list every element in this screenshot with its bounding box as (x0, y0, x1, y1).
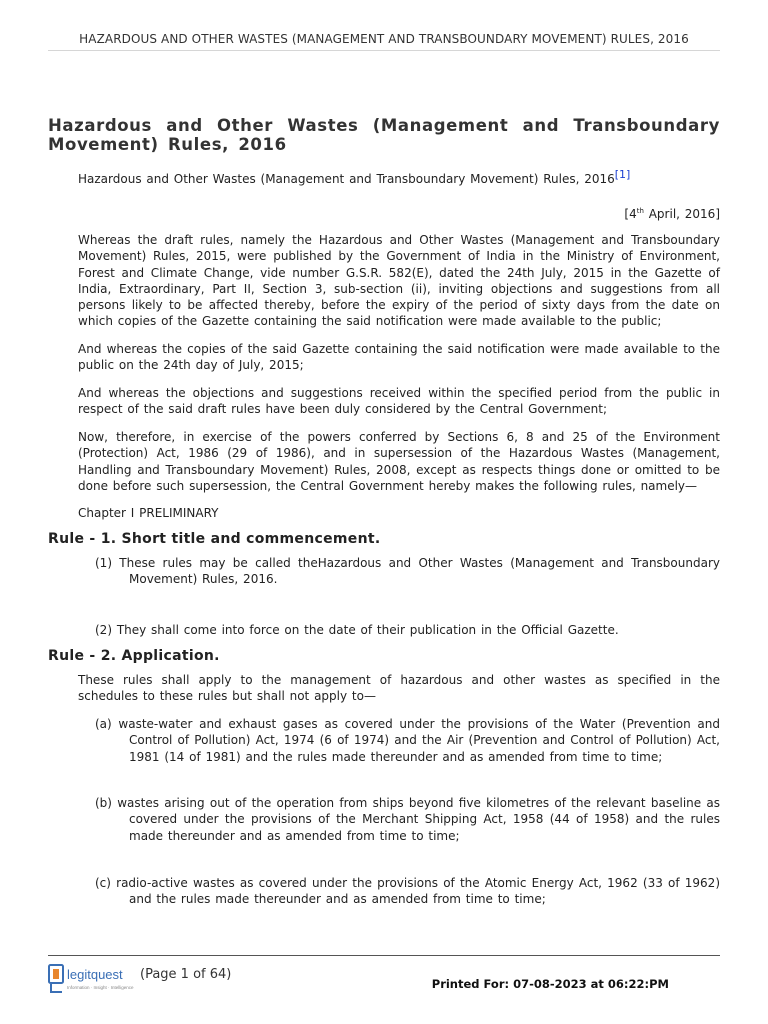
rule-2-heading: Rule - 2. Application. (48, 648, 220, 664)
legitquest-logo (48, 962, 140, 996)
date-open: [4 (624, 207, 637, 221)
page-counter: (Page 1 of 64) (140, 967, 232, 982)
rule-1-item: (1) These rules may be called theHazardous and Other Wastes (Management and Transboundary Movement) Rules, 2016. (95, 556, 720, 587)
header-divider (48, 50, 720, 51)
preamble-paragraph: And whereas the copies of the said Gazette containing the said notification were made available to the public on the 24th day of July, 2015; (78, 342, 720, 373)
chapter-heading: Chapter I PRELIMINARY (78, 506, 219, 520)
printed-for: Printed For: 07-08-2023 at 06:22:PM (431, 977, 669, 991)
logo-tagline: Information · Insight · Intelligence (67, 985, 134, 990)
document-title: Hazardous and Other Wastes (Management and Transboundary Movement) Rules, 2016 (48, 116, 720, 154)
date-close: April, 2016] (643, 207, 720, 221)
preamble-paragraph: And whereas the objections and suggestions received within the specified period from the public in respect of the said draft rules have been duly considered by the Central Government; (78, 386, 720, 417)
logo-mark-fill (53, 969, 59, 979)
date-ordinal: th (636, 207, 644, 215)
rule-2-item: (b) wastes arising out of the operation from ships beyond five kilometres of the relevant baseline as covered under the provisions of the Merchant Shipping Act, 1958 (44 of 1958) and the rules made thereunder and as amended from time to time; (95, 796, 720, 843)
footnote-link[interactable]: [1] (614, 168, 631, 181)
rule-2-item: (a) waste-water and exhaust gases as covered under the provisions of the Water (Prevention and Control of Pollution) Act, 1974 (6 of 1974) and the Air (Prevention and Control of Pollution) Act, 1981 (14 of 1981) and the rules made thereunder and as amended from time to time; (95, 717, 720, 764)
logo-wordmark: legitquest (67, 967, 123, 982)
running-header: HAZARDOUS AND OTHER WASTES (MANAGEMENT AND TRANSBOUNDARY MOVEMENT) RULES, 2016 (79, 32, 689, 46)
preamble-paragraph: Now, therefore, in exercise of the powers conferred by Sections 6, 8 and 25 of the Environment (Protection) Act, 1986 (29 of 1986), and in supersession of the Hazardous Wastes (Management, Handling and Transboundary Movement) Rules, 2008, except as respects things done or omitted to be done before such supersession, the Central Government hereby makes the following rules, namely— (78, 430, 720, 493)
subtitle-text: Hazardous and Other Wastes (Management and Transboundary Movement) Rules, 2016 (78, 172, 615, 186)
document-subtitle (78, 167, 720, 187)
rule-2-intro: These rules shall apply to the management of hazardous and other wastes as specified in the schedules to these rules but shall not apply to— (78, 673, 720, 704)
rule-2-item: (c) radio-active wastes as covered under the provisions of the Atomic Energy Act, 1962 (33 of 1962) and the rules made thereunder and as amended from time to time; (95, 876, 720, 907)
logo-mark-base (51, 984, 62, 992)
rule-1-item: (2) They shall come into force on the date of their publication in the Official Gazette. (95, 623, 619, 637)
enactment-date (78, 203, 720, 222)
footer-divider (48, 955, 720, 956)
rule-1-heading: Rule - 1. Short title and commencement. (48, 531, 381, 547)
preamble-paragraph: Whereas the draft rules, namely the Hazardous and Other Wastes (Management and Transboundary Movement) Rules, 2015, were published by the Government of India in the Ministry of Environment, Forest and Climate Change, vide number G.S.R. 582(E), dated the 24th July, 2015 in the Gazette of India, Extraordinary, Part II, Section 3, sub-section (ii), inviting objections and suggestions from all persons likely to be affected thereby, before the expiry of the period of sixty days from the date on which copies of the Gazette containing the said notification were made available to the public; (78, 233, 720, 329)
